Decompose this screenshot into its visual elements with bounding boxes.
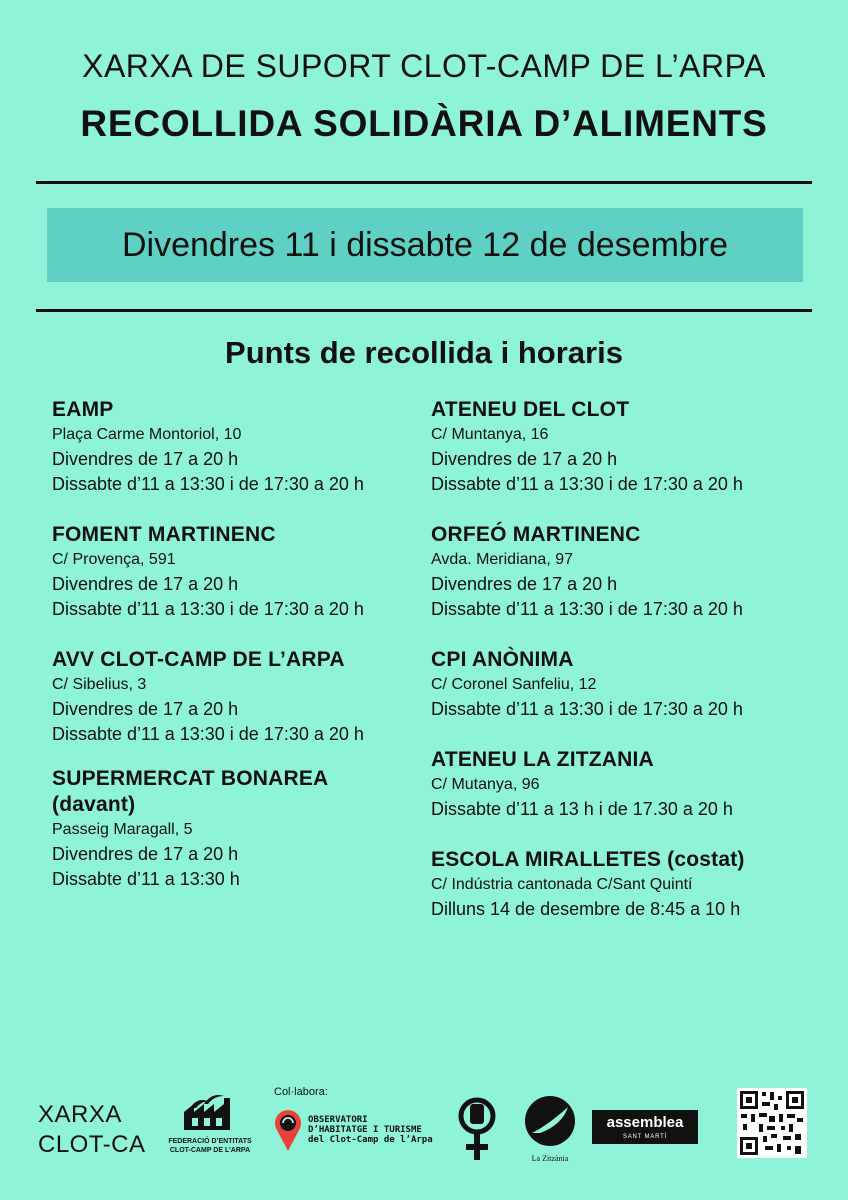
point-address: Passeig Maragall, 5 (52, 821, 193, 838)
point-name: ATENEU DEL CLOT (431, 398, 630, 421)
observatori-line3: del Clot-Camp de l’Arpa (308, 1135, 433, 1145)
section-heading: Punts de recollida i horaris (225, 335, 623, 370)
point-address: C/ Sibelius, 3 (52, 676, 147, 693)
qr-code[interactable] (737, 1088, 807, 1163)
collection-point (431, 522, 831, 622)
point-address: C/ Provença, 591 (52, 551, 176, 568)
point-address: C/ Muntanya, 16 (431, 426, 549, 443)
collection-points-right (431, 397, 831, 947)
point-name: ORFEÓ MARTINENC (431, 523, 641, 546)
point-hours: Dissabte d’11 a 13:30 i de 17:30 a 20 h (431, 699, 743, 719)
point-name: FOMENT MARTINENC (52, 523, 276, 546)
federacio-line2: CLOT-CAMP DE L’ARPA (169, 1147, 251, 1154)
xarxa-logo-line2: CLOT-CA (38, 1131, 146, 1158)
xarxa-logo-line1: XARXA (38, 1101, 122, 1128)
date-banner (47, 208, 803, 282)
point-name: ESCOLA MIRALLETES (costat) (431, 848, 745, 871)
point-hours: Dissabte d’11 a 13:30 i de 17:30 a 20 h (52, 474, 364, 494)
point-hours: Dissabte d’11 a 13:30 i de 17:30 a 20 h (52, 724, 364, 744)
location-pin-icon (274, 1108, 302, 1152)
factory-icon (180, 1090, 240, 1132)
leaf-icon (524, 1095, 576, 1147)
collection-point (431, 747, 831, 822)
page-title: RECOLLIDA SOLIDÀRIA D’ALIMENTS (80, 103, 768, 144)
point-hours: Divendres de 17 a 20 h (52, 844, 239, 864)
point-hours: Divendres de 17 a 20 h (431, 574, 618, 594)
point-hours: Dissabte d’11 a 13:30 i de 17:30 a 20 h (52, 599, 364, 619)
qr-code-icon (737, 1088, 807, 1158)
xarxa-logo (38, 1100, 146, 1160)
point-name: EAMP (52, 398, 114, 421)
feminist-fist-icon (457, 1092, 497, 1164)
zitzania-label: La Zitzània (531, 1154, 569, 1163)
point-hours: Divendres de 17 a 20 h (52, 574, 239, 594)
assemblea-logo (592, 1110, 698, 1144)
point-name: AVV CLOT-CAMP DE L’ARPA (52, 648, 345, 671)
collection-point (431, 397, 831, 497)
point-hours: Divendres de 17 a 20 h (52, 699, 239, 719)
point-hours: Dissabte d’11 a 13:30 i de 17:30 a 20 h (431, 474, 743, 494)
assemblea-label: assemblea (606, 1114, 684, 1131)
collection-point (431, 647, 831, 722)
point-address: C/ Coronel Sanfeliu, 12 (431, 676, 597, 693)
federacio-logo (160, 1090, 260, 1155)
collection-points-left (52, 397, 422, 917)
collection-point (52, 766, 422, 892)
feminist-logo (457, 1092, 497, 1169)
point-address: Plaça Carme Montoriol, 10 (52, 426, 242, 443)
federacio-line1: FEDERACIÓ D’ENTITATS (168, 1138, 252, 1145)
observatori-line1: OBSERVATORI (308, 1115, 368, 1125)
point-name: SUPERMERCAT BONAREA (52, 767, 329, 790)
network-subtitle: XARXA DE SUPORT CLOT-CAMP DE L’ARPA (82, 48, 766, 84)
collection-point (52, 397, 422, 497)
divider-top (36, 181, 812, 184)
point-hours: Divendres de 17 a 20 h (52, 449, 239, 469)
zitzania-logo (520, 1095, 580, 1163)
point-hours: Divendres de 17 a 20 h (431, 449, 618, 469)
observatori-line2: D’HABITATGE I TURISME (308, 1125, 422, 1135)
assemblea-sublabel: SANT MARTÍ (622, 1134, 668, 1140)
point-name: CPI ANÒNIMA (431, 648, 574, 671)
divider-bottom (36, 309, 812, 312)
date-text: Divendres 11 i dissabte 12 de desembre (121, 225, 729, 264)
collection-point (52, 647, 422, 747)
collection-point (52, 522, 422, 622)
collection-point (431, 847, 831, 922)
point-hours: Dissabte d’11 a 13:30 i de 17:30 a 20 h (431, 599, 743, 619)
point-name: ATENEU LA ZITZANIA (431, 748, 654, 771)
point-hours: Dissabte d’11 a 13:30 h (52, 869, 240, 889)
point-name-note: (davant) (52, 793, 136, 816)
collabora-label: Col·labora: (274, 1086, 328, 1098)
observatori-logo (274, 1108, 433, 1152)
point-hours: Dilluns 14 de desembre de 8:45 a 10 h (431, 899, 741, 919)
point-address: C/ Indústria cantonada C/Sant Quintí (431, 876, 693, 893)
point-hours: Dissabte d’11 a 13 h i de 17.30 a 20 h (431, 799, 733, 819)
point-address: C/ Mutanya, 96 (431, 776, 540, 793)
point-address: Avda. Meridiana, 97 (431, 551, 574, 568)
